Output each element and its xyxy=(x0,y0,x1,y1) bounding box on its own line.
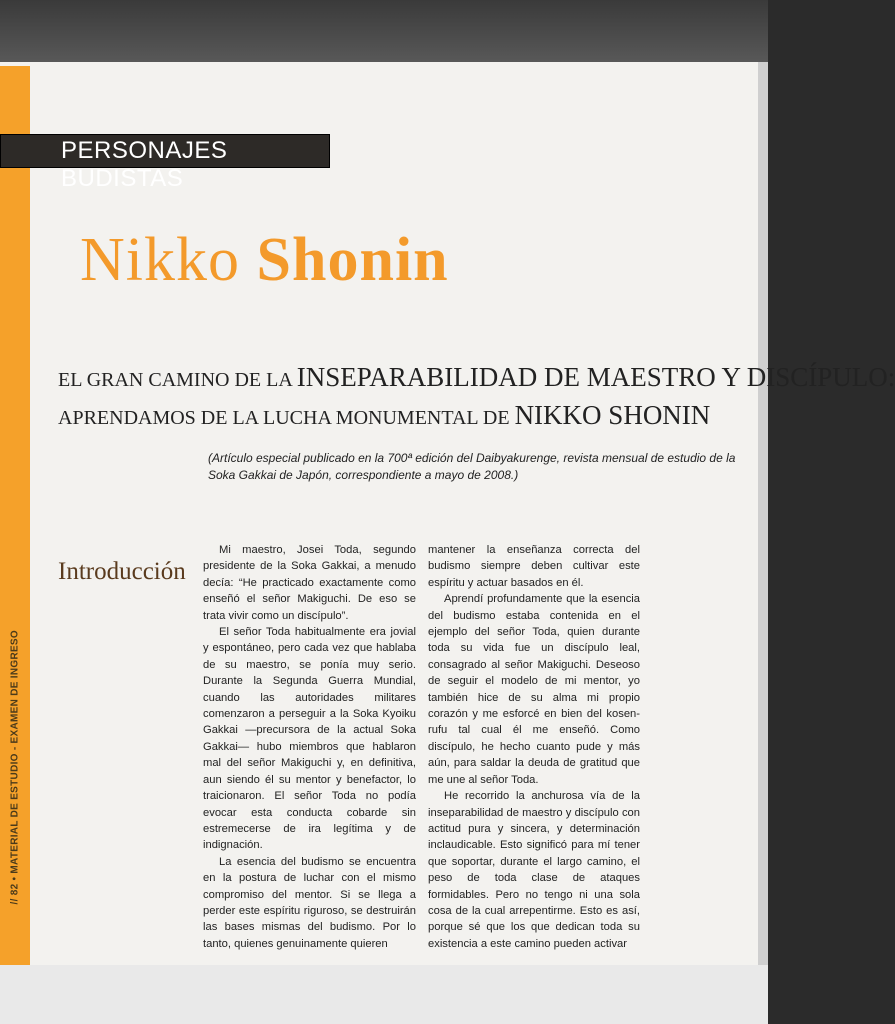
citation: (Artículo especial publicado en la 700ª edición del Daibyakurenge, revista mensual de estudio de la Soka Gakkai de Japón, correspondiente a mayo de 2008.) xyxy=(208,451,736,482)
body-column-1 xyxy=(203,542,416,952)
main-title xyxy=(80,225,449,296)
paragraph: Mi maestro, Josei Toda, segundo presidente de la Soka Gakkai, a menudo decía: “He practicado exactamente como enseñó el señor Makiguchi. De eso se trata vivir como un discípulo”. xyxy=(203,544,416,622)
subtitle-line1-small: EL GRAN CAMINO DE LA xyxy=(58,369,297,391)
bottom-shadow xyxy=(0,965,768,1024)
section-tag xyxy=(0,134,330,192)
subtitle-line2 xyxy=(58,400,748,431)
top-shadow xyxy=(0,0,768,66)
subtitle-line2-big: NIKKO SHONIN xyxy=(514,400,711,430)
subtitle-line1-big: INSEPARABILIDAD DE MAESTRO Y DISCÍPULO: xyxy=(296,362,895,392)
subtitle-line2-small: APRENDAMOS DE LA LUCHA MONUMENTAL DE xyxy=(58,407,515,429)
paragraph: El señor Toda habitualmente era jovial y espontáneo, pero cada vez que hablaba de su maestro, se ponía muy serio. Durante la Segunda Guerra Mundial, cuando las autoridades militares comenzaron a perseguir a la Soka Kyoiku Gakkai —precursora de la actual Soka Gakkai— hubo miembros que hablaron mal del señor Makiguchi y, en definitiva, aun siendo él su mentor y benefactor, lo traicionaron. El señor Toda no podía evocar esta conducta cobarde sin estremecerse de ira legítima y de indignación. xyxy=(203,626,416,852)
body-column-2 xyxy=(428,542,640,952)
paragraph: Aprendí profundamente que la esencia del budismo estaba contenida en el ejemplo del señor Toda, quien durante toda su vida fue un discípulo leal, consagrado al señor Makiguchi. Deseoso de seguir el modelo de mi mentor, yo también hice de su alma mi propio corazón y me esforcé en bien del kosen-rufu tal cual él me enseñó. Como discípulo, he hecho cuanto pude y más aún, para saldar la deuda de gratitud que me une al señor Toda. xyxy=(428,593,640,786)
side-label-text: // 82 • MATERIAL DE ESTUDIO - EXAMEN DE INGRESO xyxy=(9,630,21,905)
paragraph: La esencia del budismo se encuentra en la postura de luchar con el mismo compromiso del mentor. Si se llega a perder este espíritu riguroso, se destruirán las bases mismas del budismo. Por lo tanto, quienes genuinamente quieren xyxy=(203,855,416,950)
page-edge-shadow xyxy=(758,62,768,967)
title-part1: Nikko xyxy=(80,226,257,294)
intro-heading: Introducción xyxy=(58,558,186,585)
subtitle-line1 xyxy=(58,362,895,393)
title-part2: Shonin xyxy=(256,226,449,294)
side-label xyxy=(2,630,28,910)
section-tag-text: PERSONAJES BUDISTAS xyxy=(61,137,228,192)
paragraph: He recorrido la anchurosa vía de la inseparabilidad de maestro y discípulo con actitud pura y sincera, y determinación inclaudicable. Esto significó para mí tener que soportar, durante el largo camino, el peso de toda clase de ataques formidables. Pero no tengo ni una sola cosa de la cual arrepentirme. Esto es así, porque sé que los que dedican toda su existencia a este camino pueden activar xyxy=(428,790,640,950)
paragraph: mantener la enseñanza correcta del budismo siempre deben cultivar este espíritu y actuar basados en él. xyxy=(428,544,640,589)
